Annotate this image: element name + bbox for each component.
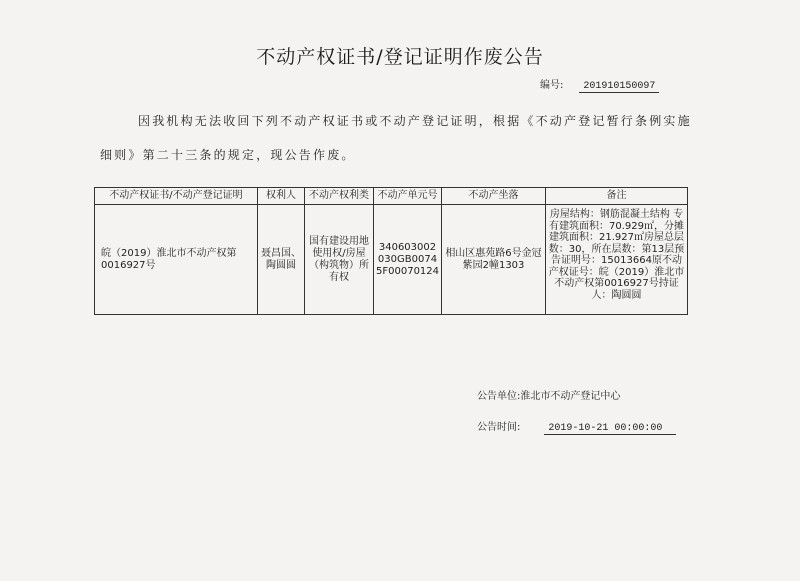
serial-number (540, 76, 659, 93)
header-unit-no: 不动产单元号 (374, 188, 442, 205)
serial-value: 201910150097 (579, 81, 659, 93)
notice-time (477, 418, 676, 435)
notice-paragraph: 因我机构无法收回下列不动产权证书或不动产登记证明，根据《不动产登记暂行条例实施细则》第二十三条的规定，现公告作废。 (100, 114, 692, 162)
notice-unit-label: 公告单位: (477, 391, 521, 402)
cell-location: 相山区惠苑路6号金冠紫园2幢1303 (442, 205, 546, 315)
header-remark: 备注 (546, 188, 688, 205)
certificate-table (94, 187, 688, 315)
cell-holder: 聂昌国、陶圆圆 (258, 205, 305, 315)
notice-unit-value: 淮北市不动产登记中心 (520, 391, 621, 402)
cell-remark: 房屋结构：钢筋混凝土结构 专有建筑面积：70.929㎡，分摊建筑面积：21.927㎡房屋总层数：30，所在层数：第13层预告证明号：15013664原不动产权证号：皖（2019）淮北市不动产权第0016927号持证人：陶圆圆 (546, 205, 688, 315)
header-holder: 权利人 (258, 188, 305, 205)
cell-unit-no: 340603002030GB00745F00070124 (374, 205, 442, 315)
header-location: 不动产坐落 (442, 188, 546, 205)
document-title: 不动产权证书/登记证明作废公告 (256, 46, 544, 68)
cell-right-type: 国有建设用地使用权/房屋（构筑物）所有权 (305, 205, 374, 315)
header-certificate: 不动产权证书/不动产登记证明 (95, 188, 258, 205)
table-row (95, 205, 688, 315)
notice-time-value: 2019-10-21 00:00:00 (544, 423, 676, 435)
table-header-row (95, 188, 688, 205)
notice-unit (477, 387, 620, 402)
serial-label: 编号: (540, 80, 564, 91)
notice-time-label: 公告时间: (477, 422, 521, 433)
header-right-type: 不动产权利类 (305, 188, 374, 205)
cell-certificate: 皖（2019）淮北市不动产权第0016927号 (95, 205, 258, 315)
